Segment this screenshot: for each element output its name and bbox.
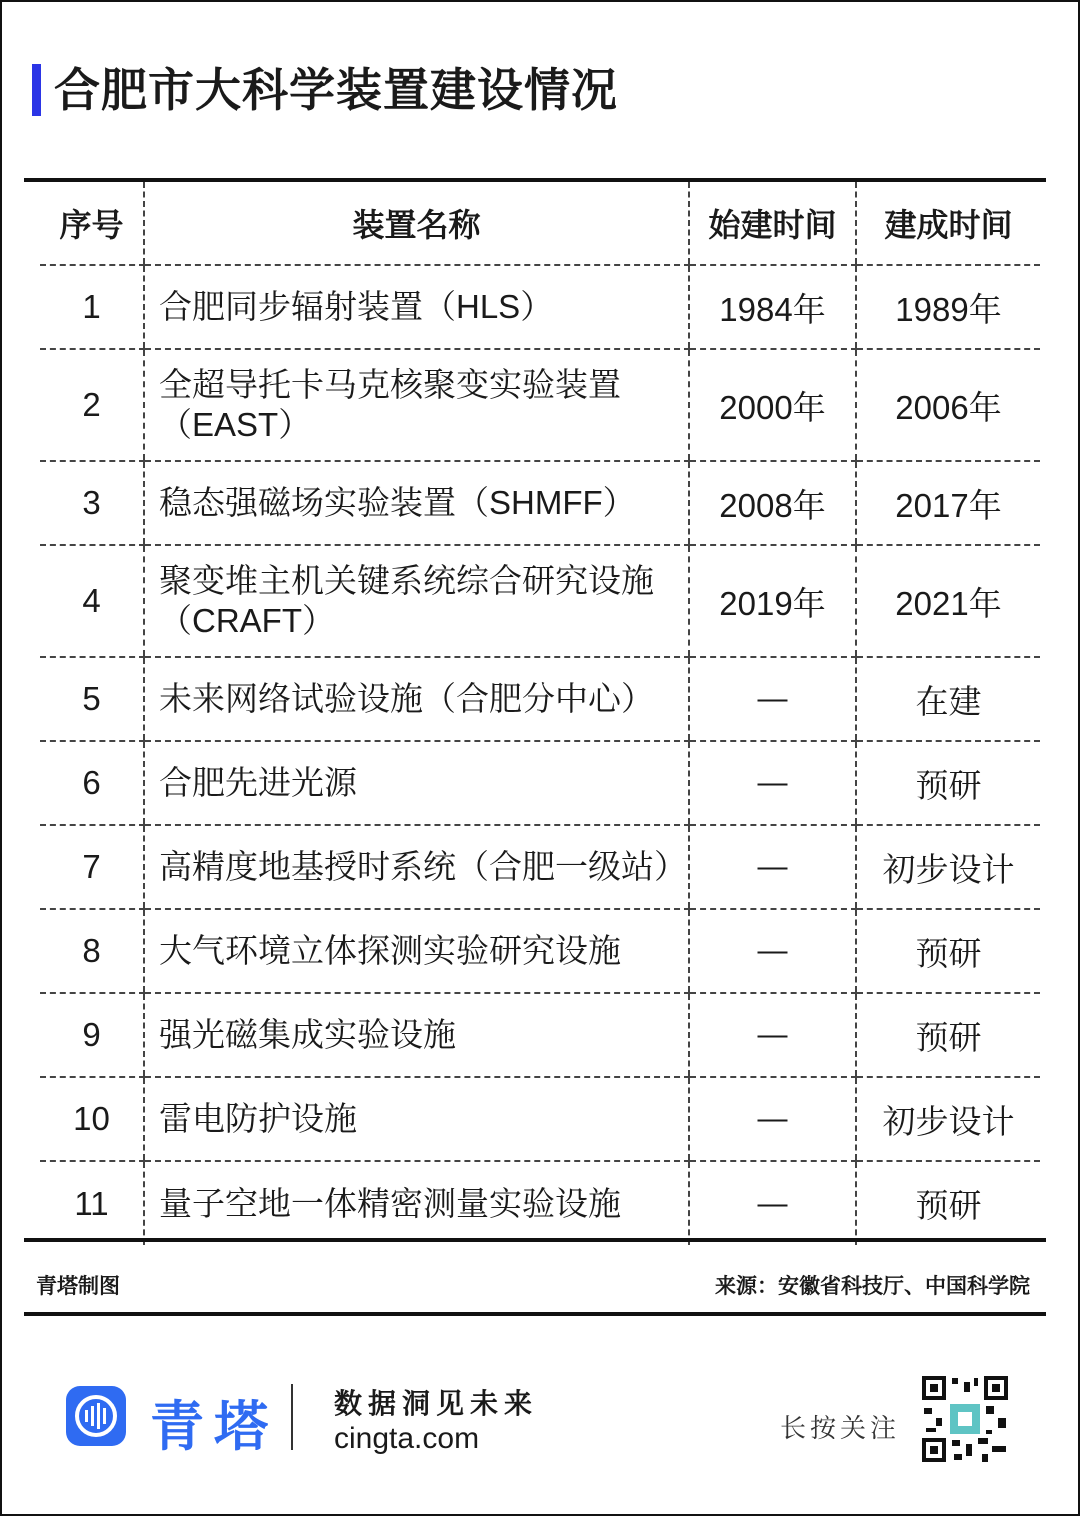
table-row [40,1161,1040,1245]
row-start: — [689,1077,856,1161]
row-name: 全超导托卡马克核聚变实验装置（EAST） [144,349,689,461]
table-row [40,545,1040,657]
footer-rule [24,1312,1046,1316]
row-start: 2008年 [689,461,856,545]
header-name: 装置名称 [144,182,689,265]
row-end: 初步设计 [856,825,1040,909]
data-source: 来源：安徽省科技厅、中国科学院 [715,1275,1030,1298]
row-start: — [689,825,856,909]
follow-label: 长按关注 [780,1413,901,1443]
header-start: 始建时间 [689,182,856,265]
row-end: 2006年 [856,349,1040,461]
row-start: — [689,657,856,741]
row-no: 7 [40,825,144,909]
row-name: 量子空地一体精密测量实验设施 [144,1161,689,1245]
row-name: 高精度地基授时系统（合肥一级站） [144,825,689,909]
table-row [40,349,1040,461]
row-start: — [689,909,856,993]
row-name: 未来网络试验设施（合肥分中心） [144,657,689,741]
row-end: 初步设计 [856,1077,1040,1161]
row-start: — [689,993,856,1077]
cingta-logo-icon [66,1386,126,1446]
row-no: 8 [40,909,144,993]
facilities-table [40,182,1040,1245]
header-end: 建成时间 [856,182,1040,265]
row-end: 预研 [856,993,1040,1077]
row-no: 3 [40,461,144,545]
table-header-row [40,182,1040,265]
row-no: 2 [40,349,144,461]
row-no: 5 [40,657,144,741]
row-name: 合肥同步辐射装置（HLS） [144,265,689,349]
row-start: 2000年 [689,349,856,461]
row-name: 合肥先进光源 [144,741,689,825]
row-no: 10 [40,1077,144,1161]
row-name: 雷电防护设施 [144,1077,689,1161]
brand-slogan: 数据洞见未来 [334,1388,539,1419]
table-row [40,993,1040,1077]
table-bottom-rule [24,1238,1046,1242]
row-end: 预研 [856,1161,1040,1245]
header-no: 序号 [40,182,144,265]
row-name: 强光磁集成实验设施 [144,993,689,1077]
row-no: 1 [40,265,144,349]
row-no: 9 [40,993,144,1077]
page-title: 合肥市大科学装置建设情况 [54,64,618,116]
row-start: 1984年 [689,265,856,349]
table-row [40,741,1040,825]
qr-code-icon[interactable] [920,1374,1010,1464]
row-start: — [689,1161,856,1245]
row-no: 4 [40,545,144,657]
table-row [40,461,1040,545]
brand-name: 青塔 [150,1397,278,1457]
brand-website[interactable]: cingta.com [334,1422,480,1455]
row-start: 2019年 [689,545,856,657]
row-end: 在建 [856,657,1040,741]
row-name: 大气环境立体探测实验研究设施 [144,909,689,993]
table-row [40,825,1040,909]
row-end: 2017年 [856,461,1040,545]
row-end: 预研 [856,741,1040,825]
row-end: 2021年 [856,545,1040,657]
row-start: — [689,741,856,825]
table-row [40,657,1040,741]
brand-divider [291,1384,293,1450]
table-row [40,265,1040,349]
row-name: 稳态强磁场实验装置（SHMFF） [144,461,689,545]
chart-credit: 青塔制图 [36,1275,120,1298]
row-no: 6 [40,741,144,825]
row-no: 11 [74,1184,109,1222]
row-end: 预研 [856,909,1040,993]
table-row [40,1077,1040,1161]
table-row [40,909,1040,993]
title-accent-bar [32,64,41,116]
row-end: 1989年 [856,265,1040,349]
row-name: 聚变堆主机关键系统综合研究设施（CRAFT） [144,545,689,657]
